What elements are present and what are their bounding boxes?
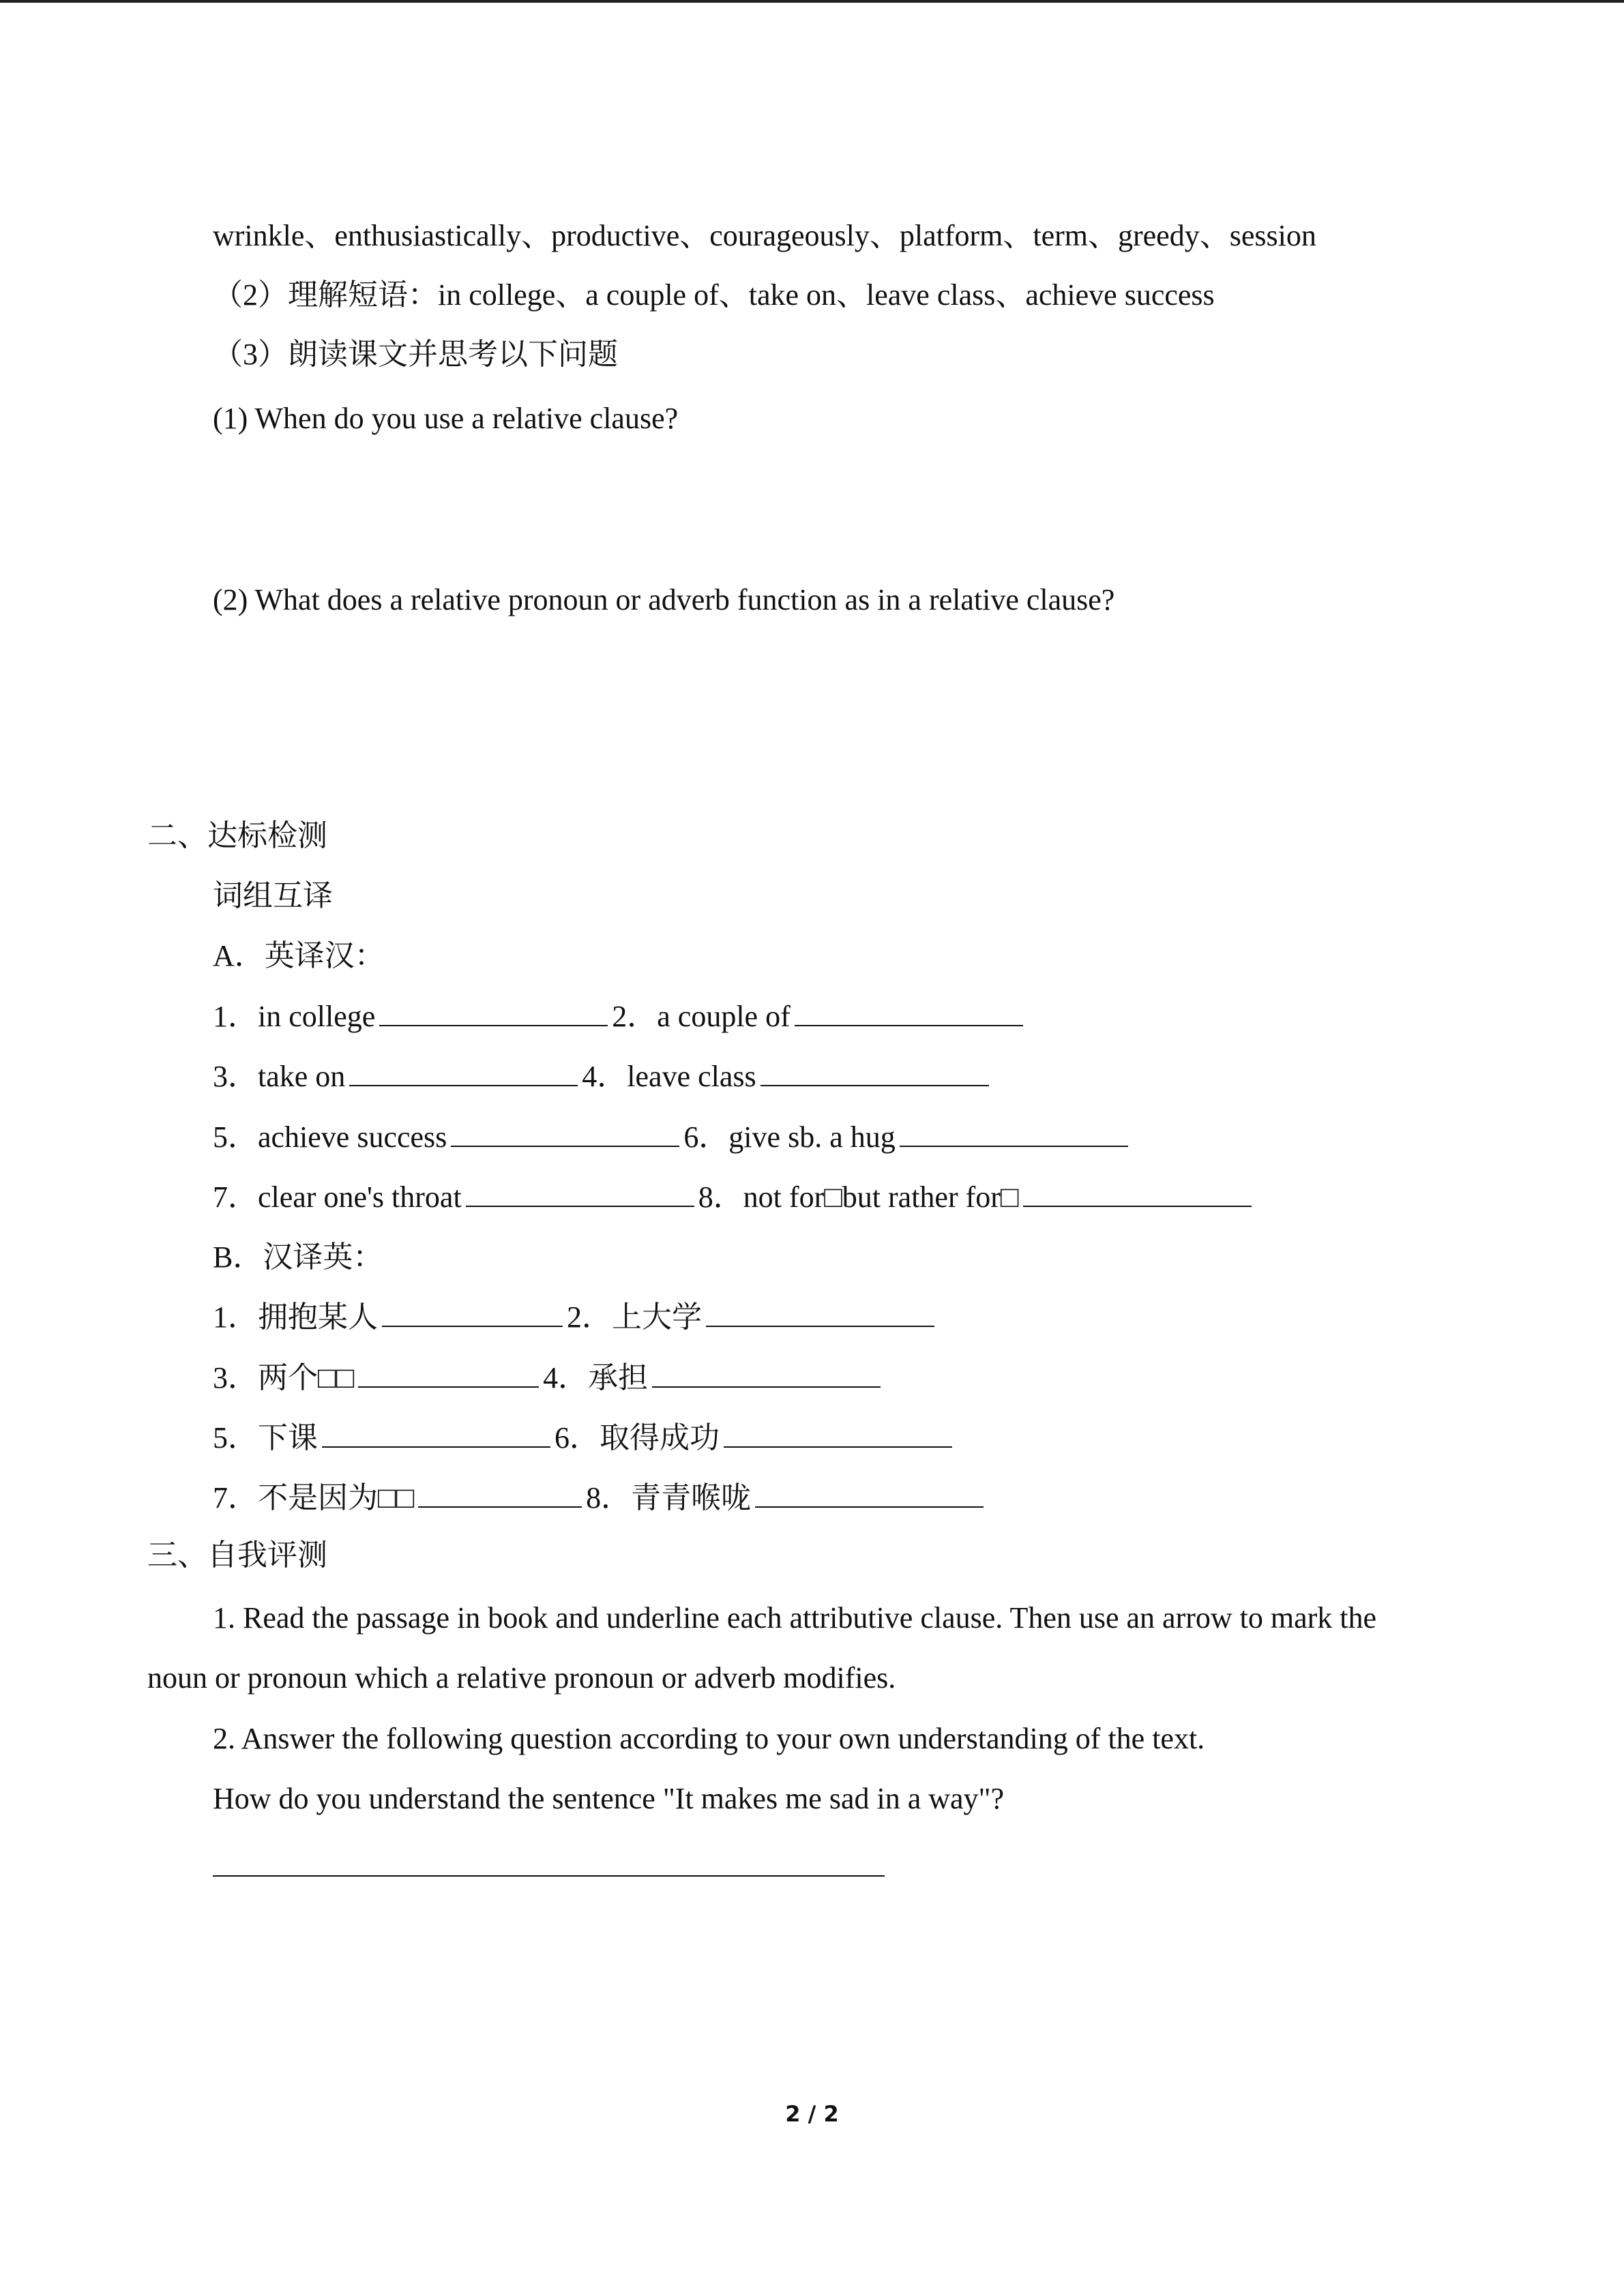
item-label: 5．achieve success	[213, 1120, 447, 1154]
answer-blank[interactable]	[451, 1118, 679, 1147]
item-label: 8．not for□but rather for□	[698, 1180, 1019, 1214]
en-to-cn-row	[213, 1118, 1132, 1157]
answer-blank[interactable]	[1023, 1178, 1252, 1207]
item-label: 1．in college	[213, 1000, 376, 1033]
answer-blank[interactable]	[761, 1058, 989, 1086]
item-label: 1．拥抱某人	[213, 1300, 378, 1334]
answer-blank[interactable]	[466, 1178, 694, 1207]
en-to-cn-row	[213, 1058, 993, 1096]
section-a-title: A．英译汉：	[213, 939, 385, 972]
answer-blank[interactable]	[322, 1419, 550, 1448]
answer-blank[interactable]	[418, 1479, 582, 1508]
section-heading-3: 三、自我评测	[147, 1538, 327, 1572]
page-top-border	[0, 0, 1624, 3]
answer-blank[interactable]	[382, 1298, 563, 1327]
cn-to-en-row	[213, 1298, 939, 1337]
answer-blank[interactable]	[795, 998, 1023, 1026]
item-label: 3．take on	[213, 1060, 346, 1093]
question-1: (1) When do you use a relative clause?	[213, 402, 679, 435]
item-label: 2．a couple of	[612, 1000, 791, 1033]
item-label: 4．leave class	[582, 1060, 756, 1093]
answer-blank[interactable]	[755, 1479, 984, 1508]
vocabulary-words: wrinkle、enthusiastically、productive、courageously、platform、term、greedy、session	[213, 219, 1316, 252]
item-label: 7．clear one's throat	[213, 1180, 462, 1214]
answer-line[interactable]	[213, 1875, 885, 1877]
page-number: 2 / 2	[785, 2101, 839, 2127]
answer-blank[interactable]	[652, 1359, 881, 1388]
comprehension-question: How do you understand the sentence "It makes me sad in a way"?	[213, 1782, 1005, 1815]
section-heading-2: 二、达标检测	[147, 819, 327, 852]
cn-to-en-row	[213, 1479, 988, 1517]
task-1-line-2: noun or pronoun which a relative pronoun or adverb modifies.	[147, 1661, 896, 1695]
answer-blank[interactable]	[706, 1298, 934, 1327]
item-label: 8．青青喉咙	[586, 1481, 752, 1515]
answer-blank[interactable]	[379, 998, 608, 1026]
answer-blank[interactable]	[724, 1419, 952, 1448]
phrases-line: （2）理解短语：in college、a couple of、take on、leave class、achieve success	[213, 278, 1215, 312]
question-2: (2) What does a relative pronoun or adverb function as in a relative clause?	[213, 583, 1115, 616]
task-2: 2. Answer the following question according to your own understanding of the text.	[213, 1722, 1205, 1755]
section-b-title: B．汉译英：	[213, 1240, 383, 1274]
answer-blank[interactable]	[900, 1118, 1128, 1147]
item-label: 6．取得成功	[555, 1421, 720, 1455]
answer-blank[interactable]	[349, 1058, 578, 1086]
phrase-translation-title: 词组互译	[213, 879, 333, 912]
item-label: 7．不是因为□□	[213, 1481, 415, 1515]
item-label: 3．两个□□	[213, 1361, 355, 1395]
en-to-cn-row	[213, 998, 1027, 1036]
en-to-cn-row	[213, 1178, 1256, 1217]
item-label: 2．上大学	[567, 1300, 702, 1334]
answer-blank[interactable]	[358, 1359, 539, 1388]
cn-to-en-row	[213, 1359, 885, 1397]
item-label: 5．下课	[213, 1421, 318, 1455]
reading-task: （3）朗读课文并思考以下问题	[213, 338, 618, 371]
item-label: 6．give sb. a hug	[683, 1120, 896, 1154]
item-label: 4．承担	[543, 1361, 649, 1395]
task-1-line-1: 1. Read the passage in book and underline each attributive clause. Then use an arrow to mark the	[213, 1601, 1377, 1635]
cn-to-en-row	[213, 1419, 956, 1457]
